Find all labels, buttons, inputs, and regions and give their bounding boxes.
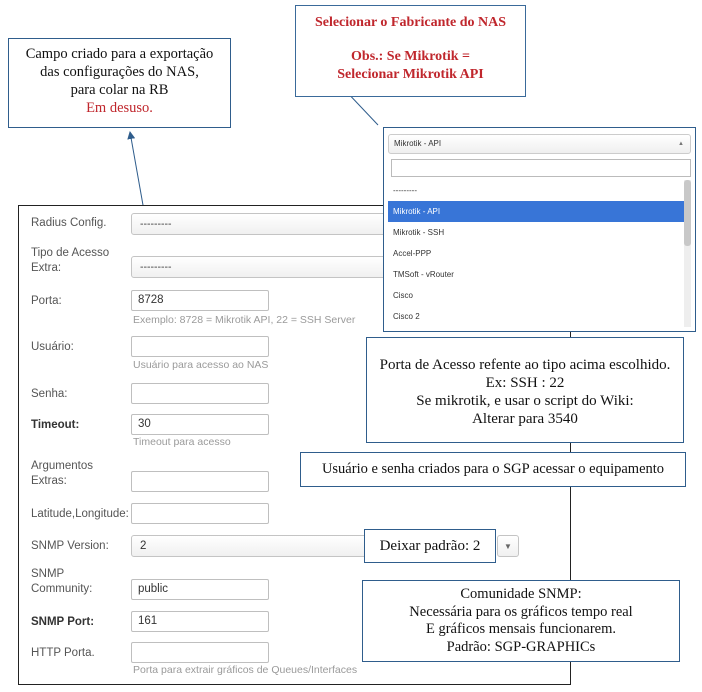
snmp-version-select[interactable]: 2 [131,535,371,557]
callout-community-line3: E gráficos mensais funcionarem. [425,621,617,637]
senha-input[interactable] [131,383,269,404]
fabricante-option[interactable]: Accel-PPP [393,249,432,258]
timeout-hint: Timeout para acesso [133,436,231,448]
http-porta-hint: Porta para extrair gráficos de Queues/Interfaces [133,664,358,676]
fabricante-dropdown [383,127,696,332]
callout-fabricante-note [295,5,526,97]
argumentos-input[interactable] [131,471,269,492]
radius-config-select[interactable]: --------- [131,213,401,235]
timeout-label: Timeout: [31,419,80,431]
scrollbar-thumb[interactable] [684,180,691,246]
latlong-input[interactable] [131,503,269,524]
usuario-label: Usuário: [31,341,74,353]
tipo-acesso-label-line2: Extra: [31,262,62,274]
porta-hint: Exemplo: 8728 = Mikrotik API, 22 = SSH Server [133,314,356,326]
snmp-community-label-line2: Community: [31,583,93,595]
callout-snmp-version-text: Deixar padrão: 2 [379,538,481,554]
snmp-community-label [31,567,92,597]
snmp-port-input[interactable]: 161 [131,611,269,632]
fabricante-option[interactable]: TMSoft - vRouter [393,270,454,279]
callout-export-line3: para colar na RB [70,82,169,98]
scrollbar[interactable] [684,180,691,327]
porta-label: Porta: [31,295,62,307]
callout-porta-line4: Alterar para 3540 [472,411,578,427]
callout-fabricante-title: Selecionar o Fabricante do NAS [314,15,507,30]
tipo-acesso-label-line1: Tipo de Acesso [31,247,110,259]
callout-community-note [362,580,680,662]
argumentos-label [31,459,93,489]
callout-export-line4: Em desuso. [86,100,153,116]
callout-porta-line1: Porta de Acesso refente ao tipo acima escolhido. [379,357,671,373]
porta-input[interactable]: 8728 [131,290,269,311]
callout-porta-note [366,337,684,443]
callout-usuario-note [300,452,686,487]
timeout-input[interactable]: 30 [131,414,269,435]
callout-fabricante-obs1: Obs.: Se Mikrotik = [351,49,470,64]
snmp-version-label: SNMP Version: [31,540,109,552]
senha-label: Senha: [31,388,68,400]
callout-export-line1: Campo criado para a exportação [25,46,214,62]
fabricante-option[interactable]: Mikrotik - API [388,201,684,222]
callout-porta-line2: Ex: SSH : 22 [485,375,565,391]
tipo-acesso-select[interactable]: --------- [131,256,401,278]
callout-usuario-text: Usuário e senha criados para o SGP acessar o equipamento [321,461,665,477]
http-porta-input[interactable] [131,642,269,663]
callout-export-line2: das configurações do NAS, [40,64,199,80]
fabricante-option[interactable]: Cisco 2 [393,312,420,321]
callout-export-note [8,38,231,128]
callout-community-line1: Comunidade SNMP: [460,586,582,602]
chevron-down-icon: ▼ [504,542,512,551]
argumentos-label-line2: Extras: [31,475,67,487]
tipo-acesso-label [31,246,109,276]
fabricante-option[interactable]: Mikrotik - SSH [393,228,445,237]
snmp-version-dropdown-button[interactable] [497,535,519,557]
radius-config-label: Radius Config. [31,217,107,229]
callout-community-line2: Necessária para os gráficos tempo real [409,603,633,620]
snmp-community-label-line1: SNMP [31,568,65,580]
snmp-community-input[interactable]: public [131,579,269,600]
callout-community-line4: Padrão: SGP-GRAPHICs [446,638,596,655]
usuario-input[interactable] [131,336,269,357]
chevron-up-icon: ▲ [678,141,684,147]
callout-snmp-version-note [364,529,496,563]
callout-porta-line3: Se mikrotik, e usar o script do Wiki: [416,393,634,409]
http-porta-label: HTTP Porta. [31,647,95,659]
usuario-hint: Usuário para acesso ao NAS [133,359,269,371]
callout-fabricante-obs2: Selecionar Mikrotik API [337,67,484,82]
fabricante-search-input[interactable] [391,159,691,177]
latlong-label: Latitude,Longitude: [31,508,129,520]
fabricante-dropdown-selected: Mikrotik - API [394,139,442,148]
snmp-port-label: SNMP Port: [31,616,95,628]
fabricante-option[interactable]: Cisco [393,291,414,300]
fabricante-dropdown-current[interactable] [388,134,691,154]
argumentos-label-line1: Argumentos [31,460,94,472]
fabricante-option[interactable]: --------- [393,186,417,195]
